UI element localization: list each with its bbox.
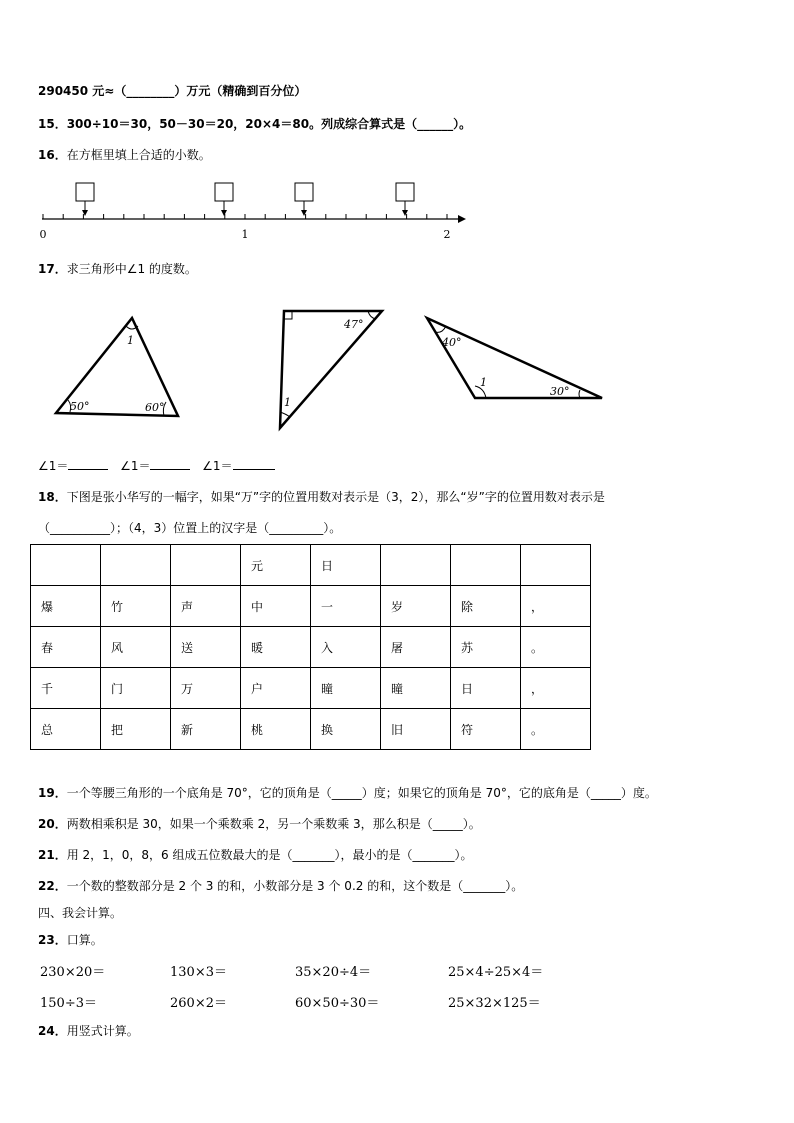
q17-answers: ∠1＝ ∠1＝ ∠1＝ — [38, 458, 275, 474]
calc-item: 60×50÷30＝ — [295, 996, 380, 1011]
grid-cell: 风 — [101, 627, 171, 668]
grid-cell — [381, 545, 451, 586]
calligraphy-grid — [30, 544, 591, 750]
tick-label-1: 1 — [241, 228, 249, 241]
grid-cell: 暖 — [241, 627, 311, 668]
question-17: 17．求三角形中∠1 的度数。 — [38, 262, 197, 276]
grid-row — [31, 627, 591, 668]
grid-cell: 元 — [241, 545, 311, 586]
grid-cell — [31, 545, 101, 586]
grid-cell: 爆 — [31, 586, 101, 627]
grid-cell: 春 — [31, 627, 101, 668]
grid-cell: 岁 — [381, 586, 451, 627]
grid-cell — [451, 545, 521, 586]
answer-box-1[interactable] — [76, 183, 94, 216]
grid-cell: 曈 — [381, 668, 451, 709]
question-22: 22．一个数的整数部分是 2 个 3 的和，小数部分是 3 个 0.2 的和，这个数是（_______）。 — [38, 879, 524, 893]
svg-text:60°: 60° — [145, 401, 165, 414]
grid-cell: 总 — [31, 709, 101, 750]
grid-cell: 屠 — [381, 627, 451, 668]
tick-label-0: 0 — [39, 228, 47, 241]
svg-text:1: 1 — [480, 376, 487, 389]
question-19: 19．一个等腰三角形的一个底角是 70°，它的顶角是（_____）度；如果它的顶角是 70°，它的底角是（_____）度。 — [38, 786, 657, 800]
grid-cell: 日 — [451, 668, 521, 709]
grid-cell: ， — [521, 586, 591, 627]
question-18: 18．下图是张小华写的一幅字，如果“万”字的位置用数对表示是（3，2），那么“岁”字的位置用数对表示是 — [38, 490, 605, 504]
grid-cell: 送 — [171, 627, 241, 668]
grid-cell: 。 — [521, 627, 591, 668]
answer-box-2[interactable] — [215, 183, 233, 216]
question-23: 23．口算。 — [38, 933, 103, 947]
grid-cell: 声 — [171, 586, 241, 627]
grid-cell: ， — [521, 668, 591, 709]
grid-cell: 万 — [171, 668, 241, 709]
triangle-2 — [270, 304, 390, 434]
section-heading: 四、我会计算。 — [38, 906, 123, 920]
svg-text:40°: 40° — [442, 336, 462, 349]
grid-cell — [101, 545, 171, 586]
grid-cell — [171, 545, 241, 586]
q14-continuation: 290450 元≈（________）万元（精确到百分位） — [38, 84, 307, 98]
grid-cell: 日 — [311, 545, 381, 586]
triangle-1 — [50, 312, 190, 422]
question-21: 21．用 2，1，0，8，6 组成五位数最大的是（_______），最小的是（_______）。 — [38, 848, 473, 862]
calc-item: 25×32×125＝ — [448, 996, 541, 1011]
grid-row — [31, 586, 591, 627]
grid-row — [31, 545, 591, 586]
grid-cell — [521, 545, 591, 586]
grid-cell: 换 — [311, 709, 381, 750]
grid-cell: 符 — [451, 709, 521, 750]
question-24: 24．用竖式计算。 — [38, 1024, 139, 1038]
svg-text:1: 1 — [127, 334, 134, 347]
calc-item: 150÷3＝ — [40, 996, 97, 1011]
calc-item: 35×20÷4＝ — [295, 965, 372, 980]
grid-cell: 。 — [521, 709, 591, 750]
svg-text:1: 1 — [284, 396, 291, 409]
grid-cell: 千 — [31, 668, 101, 709]
answer-box-3[interactable] — [295, 183, 313, 216]
grid-cell: 门 — [101, 668, 171, 709]
grid-cell: 入 — [311, 627, 381, 668]
grid-cell: 苏 — [451, 627, 521, 668]
grid-cell: 中 — [241, 586, 311, 627]
question-20: 20．两数相乘积是 30，如果一个乘数乘 2，另一个乘数乘 3，那么积是（_____）。 — [38, 817, 481, 831]
question-15: 15．300÷10＝30，50－30＝20，20×4＝80。列成综合算式是（______）。 — [38, 117, 472, 131]
grid-cell: 旧 — [381, 709, 451, 750]
answer-blank-2[interactable] — [150, 458, 190, 470]
grid-cell: 除 — [451, 586, 521, 627]
answer-blank-3[interactable] — [233, 458, 275, 470]
answer-box-4[interactable] — [396, 183, 414, 216]
calc-item: 230×20＝ — [40, 965, 106, 980]
svg-text:30°: 30° — [550, 385, 570, 398]
grid-cell: 曈 — [311, 668, 381, 709]
question-18-line2: （__________）；（4，3）位置上的汉字是（_________）。 — [38, 521, 342, 535]
svg-text:47°: 47° — [344, 318, 364, 331]
answer-blank-1[interactable] — [68, 458, 108, 470]
grid-cell: 桃 — [241, 709, 311, 750]
grid-row — [31, 668, 591, 709]
triangle-3 — [420, 312, 610, 407]
calc-item: 130×3＝ — [170, 965, 227, 980]
grid-cell: 竹 — [101, 586, 171, 627]
grid-row — [31, 709, 591, 750]
grid-cell: 一 — [311, 586, 381, 627]
tick-label-2: 2 — [443, 228, 451, 241]
grid-cell: 新 — [171, 709, 241, 750]
calc-item: 25×4÷25×4＝ — [448, 965, 544, 980]
grid-cell: 把 — [101, 709, 171, 750]
grid-cell: 户 — [241, 668, 311, 709]
calc-item: 260×2＝ — [170, 996, 227, 1011]
question-16: 16．在方框里填上合适的小数。 — [38, 148, 211, 162]
number-line — [30, 175, 480, 245]
svg-text:50°: 50° — [70, 400, 90, 413]
